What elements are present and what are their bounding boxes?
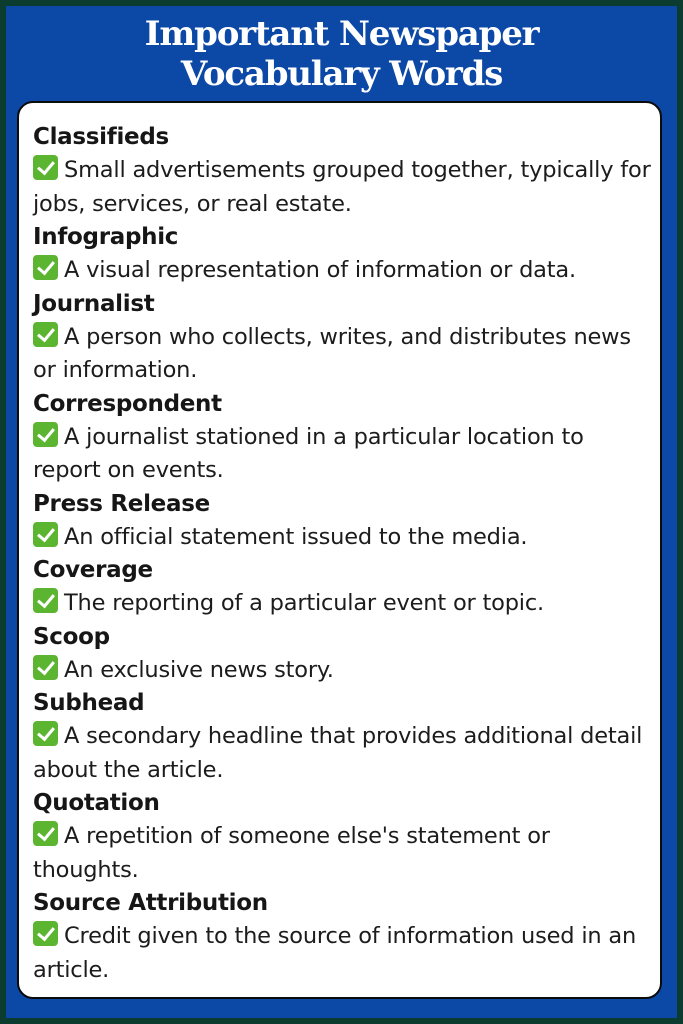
vocab-definition: A repetition of someone else's statement or thoughts. [33, 823, 550, 883]
vocab-definition: A journalist stationed in a particular location to report on events. [33, 423, 584, 483]
page-frame [6, 6, 677, 1018]
vocab-term: Classifieds [33, 124, 169, 150]
vocabulary-card [17, 101, 662, 999]
page-title [6, 14, 677, 94]
check-icon [33, 921, 58, 946]
title-line-2: Vocabulary Words [180, 54, 503, 94]
vocab-entry [33, 488, 652, 555]
vocab-term: Subhead [33, 690, 145, 716]
check-icon [33, 655, 58, 680]
vocab-definition: An exclusive news story. [64, 656, 334, 683]
vocab-entry [33, 554, 652, 621]
vocab-term: Correspondent [33, 390, 222, 417]
check-icon [33, 322, 58, 347]
vocab-term: Journalist [33, 290, 155, 317]
check-icon [33, 821, 58, 846]
vocab-term: Coverage [33, 557, 153, 583]
vocab-entry [33, 221, 652, 288]
vocab-term: Source Attribution [33, 890, 268, 916]
vocab-definition: Credit given to the source of information used in an article. [33, 923, 637, 983]
vocab-definition: The reporting of a particular event or topic. [64, 590, 544, 616]
check-icon [33, 155, 58, 180]
vocab-definition: A secondary headline that provides additional detail about the article. [33, 723, 643, 783]
vocab-definition: A person who collects, writes, and distributes news or information. [33, 323, 631, 383]
vocab-entry [33, 621, 652, 688]
check-icon [33, 522, 58, 547]
vocab-entry [33, 388, 652, 488]
vocab-definition: A visual representation of information or data. [64, 257, 576, 283]
vocab-definition: An official statement issued to the media. [64, 523, 528, 550]
check-icon [33, 422, 58, 447]
title-line-1: Important Newspaper [144, 14, 539, 54]
vocab-entry [33, 121, 652, 221]
check-icon [33, 588, 58, 613]
vocab-entry [33, 687, 652, 787]
vocab-entry [33, 787, 652, 887]
vocab-entry [33, 887, 652, 987]
vocab-definition: Small advertisements grouped together, typically for jobs, services, or real estate. [33, 157, 651, 217]
check-icon [33, 721, 58, 746]
vocab-term: Press Release [33, 490, 210, 517]
check-icon [33, 255, 58, 280]
vocab-term: Scoop [33, 623, 110, 650]
vocab-term: Infographic [33, 224, 179, 250]
vocab-term: Quotation [33, 790, 160, 816]
vocab-entry [33, 288, 652, 388]
